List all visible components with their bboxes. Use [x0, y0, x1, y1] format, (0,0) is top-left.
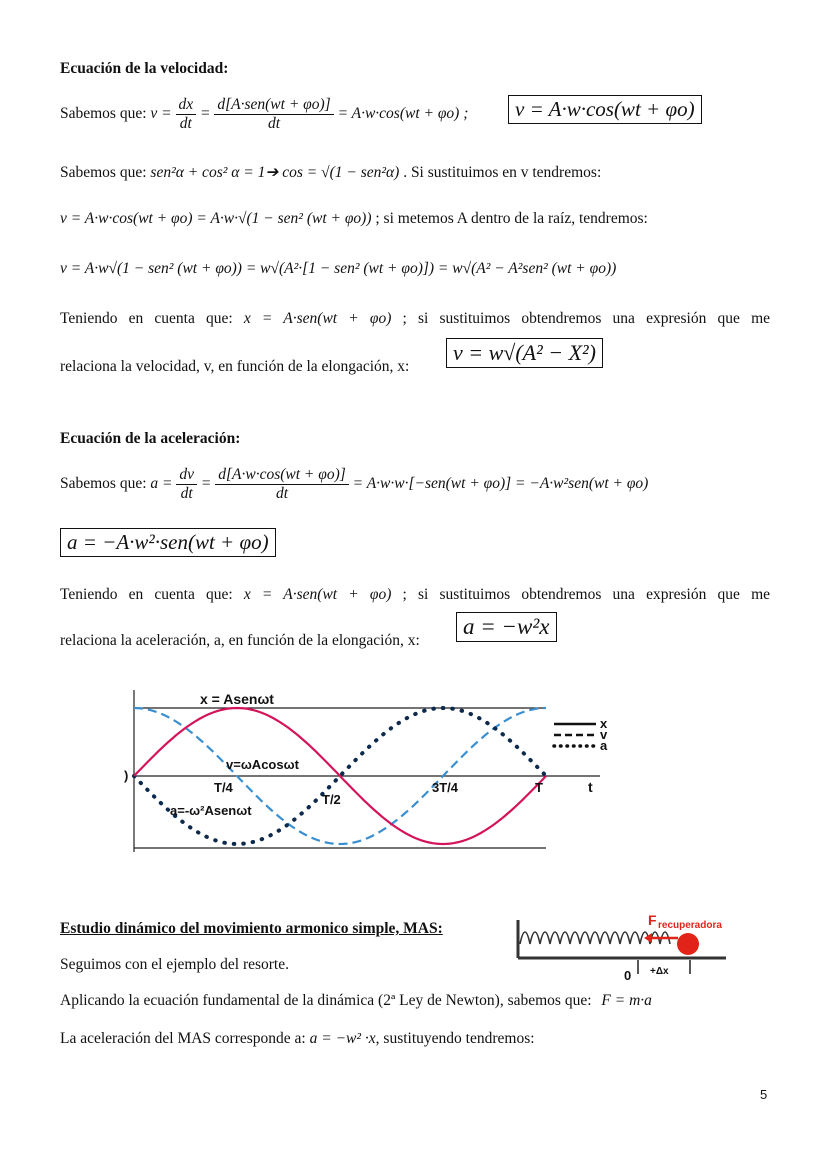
legend-v-label: v: [600, 727, 608, 742]
velocity-result: = A·w·cos(wt + φo) ;: [337, 104, 469, 122]
dynamics-line-3: La aceleración del MAS corresponde a: a = −w² ·x, sustituyendo tendremos:: [60, 1030, 535, 1047]
acceleration-frac-derivative: $\frac{d[A\cdot w\cdot\cos(wt + \varphi o)]}{dt}$: [215, 466, 349, 503]
frac-denominator: dt: [179, 114, 192, 132]
acceleration-elongation-boxed: a = −w²x: [456, 612, 557, 642]
dx-label: +Δx: [650, 966, 669, 977]
acceleration-elongation-text: Teniendo en cuenta que: x = A·sen(wt + φo) ; si sustituimos obtendremos una expresión que me: [60, 586, 771, 603]
legend-x-label: x: [600, 716, 608, 731]
mas-graph: [120, 680, 620, 870]
dynamics-line-1: Seguimos con el ejemplo del resorte.: [60, 956, 289, 973]
velocity-line1-prefix: Sabemos que:: [60, 104, 147, 122]
velocity-elongation-text: Teniendo en cuenta que: x = A·sen(wt + φo) ; si sustituimos obtendremos una expresión que me: [60, 310, 771, 327]
frac-numerator: dx: [176, 96, 197, 115]
tick-t2: T/2: [322, 792, 341, 807]
label-a-equation: a=-ω²Asenωt: [170, 803, 252, 818]
velocity-substitution-line: v = A·w·cos(wt + φo) = A·w·√(1 − sen² (wt + φo)) ; si metemos A dentro de la raíz, tendremos:: [60, 210, 648, 227]
velocity-derivative-line: Sabemos que: v = $\frac{dx}{dt}$ = $\frac{\text{d[A·sen(wt + φo)]}}{dt}$ = A·w·cos(wt + φo) ;: [60, 96, 469, 132]
velocity-boxed-equation: v = A·w·cos(wt + φo): [508, 95, 702, 124]
acceleration-derivative-line: Sabemos que: a = $\frac{dv}{dt}$ = $\frac{d[A\cdot w\cdot\cos(wt + \varphi o)]}{dt}$ = A·w·w·[−sen(wt + φo)] = −A·w²sen(wt + φo): [60, 466, 649, 502]
spring-diagram: [512, 912, 732, 986]
velocity-elongation-boxed: v = w√(A² − X²): [446, 338, 603, 368]
label-v-equation: v=ωAcosωt: [226, 757, 299, 772]
velocity-identity-line: Sabemos que: sen²α + cos² α = 1➔ cos = √(1 − sen²α) . Si sustituimos en v tendremos:: [60, 164, 602, 181]
acceleration-boxed-equation: a = −A·w²·sen(wt + φo): [60, 528, 276, 557]
velocity-relation-line: relaciona la velocidad, v, en función de la elongación, x:: [60, 358, 410, 375]
force-label: F: [648, 912, 657, 928]
acceleration-heading: Ecuación de la aceleración:: [60, 430, 241, 447]
velocity-frac-derivative: [214, 96, 333, 133]
spring-mass-ball: [677, 933, 699, 955]
tick-3t4: 3T/4: [432, 780, 459, 795]
velocity-frac-dx-dt: [176, 96, 197, 133]
velocity-heading: Ecuación de la velocidad:: [60, 60, 229, 77]
tick-t4: T/4: [214, 780, 233, 795]
acceleration-frac-dv-dt: $\frac{dv}{dt}$: [176, 466, 197, 503]
axis-origin-mark: ): [124, 768, 129, 783]
frac-denominator: dt: [267, 114, 281, 132]
trig-identity: sen²α + cos² α = 1➔ cos = √(1 − sen²α): [150, 164, 400, 181]
velocity-root-line: v = A·w√(1 − sen² (wt + φo)) = w√(A²·[1 − sen² (wt + φo)]) = w√(A² − A²sen² (wt + φo)): [60, 260, 617, 277]
axis-t-label: t: [588, 779, 593, 795]
page-number: 5: [760, 1087, 768, 1102]
frac-numerator: d[A·sen(wt + φo)]: [214, 96, 333, 115]
dynamics-heading: Estudio dinámico del movimiento armonico simple, MAS:: [60, 920, 443, 937]
graph-legend: [554, 716, 608, 753]
force-sublabel: recuperadora: [658, 920, 722, 931]
tick-t: T: [535, 780, 543, 795]
origin-label: 0: [624, 968, 632, 983]
label-x-equation: x = Asenωt: [200, 691, 274, 707]
velocity-lhs: v =: [150, 104, 172, 122]
dynamics-line-2: Aplicando la ecuación fundamental de la dinámica (2ª Ley de Newton), sabemos que: F = m·a: [60, 992, 652, 1009]
legend-a-label: a: [600, 738, 608, 753]
acceleration-relation-line: relaciona la aceleración, a, en función de la elongación, x:: [60, 632, 420, 649]
